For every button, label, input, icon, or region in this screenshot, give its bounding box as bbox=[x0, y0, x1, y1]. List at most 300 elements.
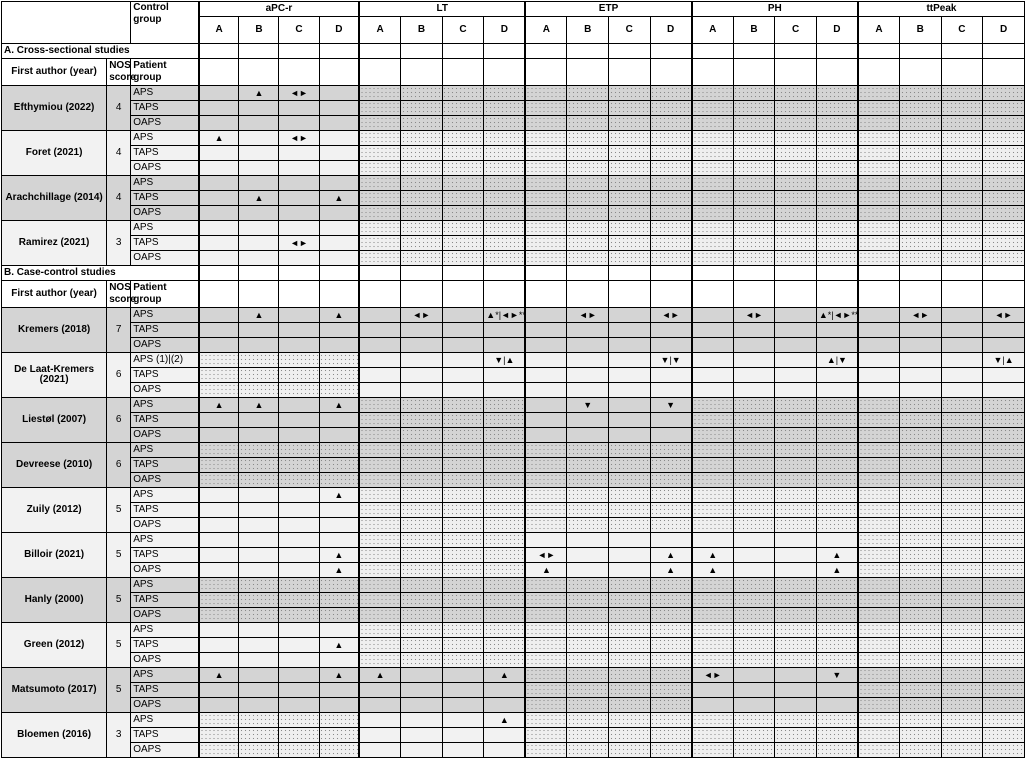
result-cell bbox=[359, 383, 401, 398]
result-cell bbox=[816, 86, 858, 101]
result-cell bbox=[279, 638, 319, 653]
result-cell bbox=[401, 368, 443, 383]
result-cell bbox=[484, 623, 526, 638]
result-cell bbox=[442, 428, 484, 443]
result-cell bbox=[359, 713, 401, 728]
result-cell bbox=[983, 221, 1025, 236]
result-cell: ◄► bbox=[279, 131, 319, 146]
result-cell bbox=[567, 653, 609, 668]
empty-cell bbox=[442, 44, 484, 59]
result-cell bbox=[941, 251, 983, 266]
result-cell: ▲ bbox=[319, 308, 359, 323]
result-cell bbox=[199, 653, 239, 668]
result-cell bbox=[359, 518, 401, 533]
result-cell: ▲*|◄►** bbox=[816, 308, 858, 323]
result-cell bbox=[775, 383, 817, 398]
result-cell bbox=[941, 368, 983, 383]
subcolumn-header: C bbox=[442, 17, 484, 44]
study-row bbox=[2, 368, 1025, 383]
result-cell bbox=[199, 443, 239, 458]
result-cell bbox=[733, 533, 775, 548]
result-cell: ▲ bbox=[239, 191, 279, 206]
empty-cell bbox=[359, 281, 401, 308]
result-cell bbox=[609, 323, 651, 338]
empty-cell bbox=[319, 266, 359, 281]
result-cell bbox=[319, 428, 359, 443]
result-cell: ▲ bbox=[359, 668, 401, 683]
subcolumn-header: A bbox=[858, 17, 900, 44]
result-cell bbox=[609, 698, 651, 713]
result-cell bbox=[525, 413, 567, 428]
result-cell bbox=[650, 458, 692, 473]
result-cell bbox=[279, 608, 319, 623]
result-cell bbox=[733, 593, 775, 608]
result-cell bbox=[359, 503, 401, 518]
result-cell bbox=[858, 176, 900, 191]
result-cell bbox=[858, 488, 900, 503]
empty-cell bbox=[858, 281, 900, 308]
result-cell bbox=[983, 593, 1025, 608]
empty-cell bbox=[983, 44, 1025, 59]
result-cell bbox=[199, 146, 239, 161]
result-cell bbox=[609, 176, 651, 191]
result-cell bbox=[816, 146, 858, 161]
result-cell bbox=[359, 533, 401, 548]
empty-cell bbox=[239, 44, 279, 59]
result-cell bbox=[983, 563, 1025, 578]
result-cell bbox=[319, 698, 359, 713]
result-cell bbox=[733, 383, 775, 398]
result-cell bbox=[279, 728, 319, 743]
result-cell bbox=[900, 161, 942, 176]
result-cell: ▲ bbox=[319, 638, 359, 653]
corner-cell bbox=[2, 2, 131, 44]
result-cell bbox=[900, 593, 942, 608]
result-cell bbox=[359, 353, 401, 368]
result-cell bbox=[484, 191, 526, 206]
result-cell bbox=[650, 206, 692, 221]
result-cell bbox=[650, 638, 692, 653]
empty-cell bbox=[900, 266, 942, 281]
result-cell bbox=[567, 206, 609, 221]
result-cell bbox=[319, 131, 359, 146]
result-cell bbox=[484, 338, 526, 353]
result-cell bbox=[900, 398, 942, 413]
empty-cell bbox=[279, 44, 319, 59]
result-cell bbox=[900, 608, 942, 623]
result-cell bbox=[775, 398, 817, 413]
result-cell bbox=[239, 428, 279, 443]
result-cell bbox=[650, 683, 692, 698]
result-cell bbox=[692, 653, 734, 668]
result-cell bbox=[484, 548, 526, 563]
result-cell bbox=[359, 728, 401, 743]
result-cell bbox=[900, 473, 942, 488]
result-cell bbox=[650, 338, 692, 353]
result-cell bbox=[199, 191, 239, 206]
result-cell bbox=[359, 653, 401, 668]
result-cell bbox=[199, 161, 239, 176]
nos-score: 4 bbox=[107, 86, 131, 131]
empty-cell bbox=[775, 44, 817, 59]
result-cell bbox=[401, 221, 443, 236]
result-cell bbox=[442, 743, 484, 758]
result-cell bbox=[484, 176, 526, 191]
result-cell bbox=[359, 398, 401, 413]
result-cell bbox=[567, 413, 609, 428]
result-cell bbox=[359, 161, 401, 176]
result-cell bbox=[525, 146, 567, 161]
result-cell bbox=[442, 206, 484, 221]
result-cell bbox=[733, 206, 775, 221]
result-cell bbox=[858, 578, 900, 593]
result-cell bbox=[941, 623, 983, 638]
result-cell bbox=[941, 593, 983, 608]
result-cell bbox=[319, 593, 359, 608]
result-cell bbox=[941, 608, 983, 623]
result-cell bbox=[484, 206, 526, 221]
result-cell bbox=[401, 623, 443, 638]
result-cell bbox=[900, 338, 942, 353]
empty-cell bbox=[319, 281, 359, 308]
result-cell bbox=[239, 488, 279, 503]
result-cell bbox=[733, 368, 775, 383]
result-cell bbox=[692, 593, 734, 608]
result-cell bbox=[733, 503, 775, 518]
result-cell bbox=[359, 323, 401, 338]
empty-cell bbox=[199, 44, 239, 59]
result-cell bbox=[775, 608, 817, 623]
result-cell bbox=[609, 533, 651, 548]
result-cell bbox=[983, 728, 1025, 743]
result-cell bbox=[359, 368, 401, 383]
nos-score: 4 bbox=[107, 176, 131, 221]
result-cell bbox=[733, 161, 775, 176]
result-cell bbox=[858, 458, 900, 473]
result-cell bbox=[775, 578, 817, 593]
result-cell bbox=[239, 578, 279, 593]
result-cell bbox=[692, 353, 734, 368]
result-cell bbox=[900, 323, 942, 338]
result-cell bbox=[941, 713, 983, 728]
result-cell bbox=[733, 488, 775, 503]
empty-cell bbox=[858, 44, 900, 59]
result-cell bbox=[239, 353, 279, 368]
result-cell bbox=[609, 683, 651, 698]
result-cell: ◄► bbox=[401, 308, 443, 323]
result-cell bbox=[733, 473, 775, 488]
result-cell: ▲ bbox=[239, 308, 279, 323]
empty-cell bbox=[279, 281, 319, 308]
result-cell bbox=[733, 413, 775, 428]
result-cell bbox=[733, 428, 775, 443]
result-cell bbox=[983, 146, 1025, 161]
result-cell bbox=[692, 383, 734, 398]
empty-cell bbox=[525, 44, 567, 59]
result-cell bbox=[484, 101, 526, 116]
result-cell bbox=[692, 101, 734, 116]
result-cell: ◄► bbox=[525, 548, 567, 563]
result-cell: ▲ bbox=[199, 668, 239, 683]
result-cell bbox=[567, 593, 609, 608]
patient-group: TAPS bbox=[131, 548, 199, 563]
result-cell bbox=[239, 623, 279, 638]
result-cell bbox=[692, 176, 734, 191]
result-cell bbox=[983, 518, 1025, 533]
result-cell bbox=[279, 206, 319, 221]
result-cell bbox=[525, 473, 567, 488]
empty-cell bbox=[983, 266, 1025, 281]
result-cell bbox=[279, 251, 319, 266]
result-cell bbox=[401, 353, 443, 368]
result-cell bbox=[609, 593, 651, 608]
result-cell bbox=[567, 578, 609, 593]
result-cell bbox=[442, 443, 484, 458]
result-cell bbox=[733, 101, 775, 116]
result-cell bbox=[525, 383, 567, 398]
result-cell bbox=[858, 338, 900, 353]
result-cell bbox=[609, 131, 651, 146]
result-cell bbox=[525, 728, 567, 743]
result-cell bbox=[401, 413, 443, 428]
result-cell bbox=[279, 176, 319, 191]
result-cell bbox=[239, 116, 279, 131]
result-cell bbox=[983, 473, 1025, 488]
result-cell bbox=[279, 668, 319, 683]
nos-score: 5 bbox=[107, 533, 131, 578]
empty-cell bbox=[816, 266, 858, 281]
subcolumn-header: B bbox=[401, 17, 443, 44]
result-cell bbox=[525, 86, 567, 101]
subcolumn-header: D bbox=[319, 17, 359, 44]
result-cell bbox=[983, 101, 1025, 116]
result-cell bbox=[775, 443, 817, 458]
result-cell bbox=[279, 458, 319, 473]
result-cell bbox=[775, 728, 817, 743]
result-cell bbox=[941, 398, 983, 413]
result-cell bbox=[279, 623, 319, 638]
result-cell bbox=[858, 368, 900, 383]
result-cell bbox=[692, 323, 734, 338]
result-cell bbox=[442, 413, 484, 428]
result-cell bbox=[279, 428, 319, 443]
result-cell bbox=[484, 398, 526, 413]
result-cell bbox=[609, 458, 651, 473]
result-cell bbox=[525, 323, 567, 338]
result-cell bbox=[900, 353, 942, 368]
result-cell bbox=[816, 743, 858, 758]
result-cell bbox=[692, 191, 734, 206]
result-cell bbox=[816, 221, 858, 236]
empty-cell bbox=[816, 281, 858, 308]
result-cell bbox=[650, 116, 692, 131]
result-cell bbox=[609, 518, 651, 533]
result-cell bbox=[941, 668, 983, 683]
result-cell bbox=[401, 458, 443, 473]
study-row bbox=[2, 116, 1025, 131]
result-cell bbox=[442, 668, 484, 683]
result-cell bbox=[199, 488, 239, 503]
result-cell bbox=[319, 443, 359, 458]
result-cell bbox=[359, 488, 401, 503]
empty-cell bbox=[567, 281, 609, 308]
empty-cell bbox=[239, 59, 279, 86]
result-cell bbox=[199, 608, 239, 623]
patient-group: TAPS bbox=[131, 458, 199, 473]
result-cell bbox=[401, 116, 443, 131]
result-cell bbox=[199, 638, 239, 653]
result-cell bbox=[199, 101, 239, 116]
result-cell bbox=[442, 593, 484, 608]
result-cell bbox=[609, 488, 651, 503]
study-author: Bloemen (2016) bbox=[2, 713, 107, 758]
study-row bbox=[2, 593, 1025, 608]
result-cell bbox=[650, 578, 692, 593]
nos-score: 5 bbox=[107, 578, 131, 623]
result-cell bbox=[983, 548, 1025, 563]
result-cell bbox=[900, 383, 942, 398]
result-cell bbox=[650, 131, 692, 146]
result-cell bbox=[692, 236, 734, 251]
result-cell bbox=[983, 338, 1025, 353]
result-cell bbox=[359, 443, 401, 458]
result-cell bbox=[525, 116, 567, 131]
result-cell bbox=[692, 221, 734, 236]
result-cell bbox=[525, 221, 567, 236]
result-cell bbox=[525, 533, 567, 548]
study-row bbox=[2, 86, 1025, 101]
result-cell bbox=[650, 473, 692, 488]
patient-group: APS bbox=[131, 623, 199, 638]
result-cell bbox=[733, 86, 775, 101]
result-cell bbox=[650, 608, 692, 623]
result-cell bbox=[239, 251, 279, 266]
result-cell bbox=[359, 623, 401, 638]
result-cell bbox=[484, 728, 526, 743]
result-cell bbox=[442, 548, 484, 563]
result-cell bbox=[279, 743, 319, 758]
result-cell bbox=[239, 638, 279, 653]
result-cell bbox=[775, 161, 817, 176]
result-cell: ▲ bbox=[239, 398, 279, 413]
result-cell bbox=[609, 728, 651, 743]
result-cell bbox=[484, 236, 526, 251]
result-cell bbox=[442, 86, 484, 101]
result-cell bbox=[239, 206, 279, 221]
result-cell bbox=[900, 518, 942, 533]
result-cell bbox=[319, 518, 359, 533]
patient-group: TAPS bbox=[131, 368, 199, 383]
result-cell bbox=[858, 116, 900, 131]
result-cell bbox=[401, 488, 443, 503]
result-cell bbox=[609, 668, 651, 683]
subcolumn-header: C bbox=[279, 17, 319, 44]
patient-group: APS bbox=[131, 86, 199, 101]
parameter-header: LT bbox=[359, 2, 525, 17]
result-cell bbox=[858, 503, 900, 518]
result-cell bbox=[900, 206, 942, 221]
result-cell bbox=[279, 593, 319, 608]
result-cell bbox=[567, 623, 609, 638]
result-cell bbox=[239, 458, 279, 473]
result-cell bbox=[239, 518, 279, 533]
result-cell bbox=[650, 236, 692, 251]
study-author: Devreese (2010) bbox=[2, 443, 107, 488]
result-cell bbox=[279, 518, 319, 533]
result-cell bbox=[609, 443, 651, 458]
result-cell bbox=[775, 236, 817, 251]
result-cell bbox=[733, 353, 775, 368]
result-cell: ▲ bbox=[484, 668, 526, 683]
result-cell bbox=[775, 548, 817, 563]
empty-cell bbox=[900, 44, 942, 59]
result-cell bbox=[442, 473, 484, 488]
result-cell bbox=[484, 443, 526, 458]
result-cell bbox=[941, 533, 983, 548]
result-cell bbox=[279, 383, 319, 398]
result-cell bbox=[692, 683, 734, 698]
result-cell bbox=[525, 593, 567, 608]
result-cell bbox=[816, 338, 858, 353]
result-cell bbox=[525, 668, 567, 683]
result-cell bbox=[775, 713, 817, 728]
result-cell bbox=[484, 503, 526, 518]
result-cell bbox=[733, 176, 775, 191]
result-cell bbox=[359, 458, 401, 473]
result-cell bbox=[401, 443, 443, 458]
result-cell bbox=[900, 413, 942, 428]
result-cell bbox=[199, 116, 239, 131]
result-cell bbox=[983, 428, 1025, 443]
result-cell bbox=[442, 221, 484, 236]
result-cell bbox=[900, 191, 942, 206]
result-cell bbox=[983, 743, 1025, 758]
result-cell bbox=[816, 713, 858, 728]
result-cell bbox=[401, 206, 443, 221]
empty-cell bbox=[775, 266, 817, 281]
result-cell bbox=[319, 221, 359, 236]
result-cell: ▲ bbox=[484, 713, 526, 728]
nos-score: 7 bbox=[107, 308, 131, 353]
patient-group: TAPS bbox=[131, 683, 199, 698]
result-cell bbox=[525, 578, 567, 593]
empty-cell bbox=[733, 266, 775, 281]
study-author: Foret (2021) bbox=[2, 131, 107, 176]
result-cell bbox=[983, 86, 1025, 101]
result-cell bbox=[983, 161, 1025, 176]
result-cell bbox=[239, 743, 279, 758]
empty-cell bbox=[650, 281, 692, 308]
result-cell bbox=[900, 116, 942, 131]
result-cell bbox=[692, 86, 734, 101]
empty-cell bbox=[983, 281, 1025, 308]
result-cell bbox=[442, 683, 484, 698]
result-cell bbox=[239, 683, 279, 698]
result-cell bbox=[567, 503, 609, 518]
result-cell bbox=[816, 116, 858, 131]
result-cell bbox=[900, 548, 942, 563]
result-cell bbox=[359, 206, 401, 221]
result-cell bbox=[199, 713, 239, 728]
subcolumn-header: C bbox=[941, 17, 983, 44]
result-cell bbox=[319, 413, 359, 428]
result-cell: ◄► bbox=[279, 86, 319, 101]
result-cell bbox=[941, 413, 983, 428]
result-cell bbox=[816, 323, 858, 338]
result-cell bbox=[319, 383, 359, 398]
result-cell bbox=[359, 338, 401, 353]
empty-cell bbox=[733, 59, 775, 86]
